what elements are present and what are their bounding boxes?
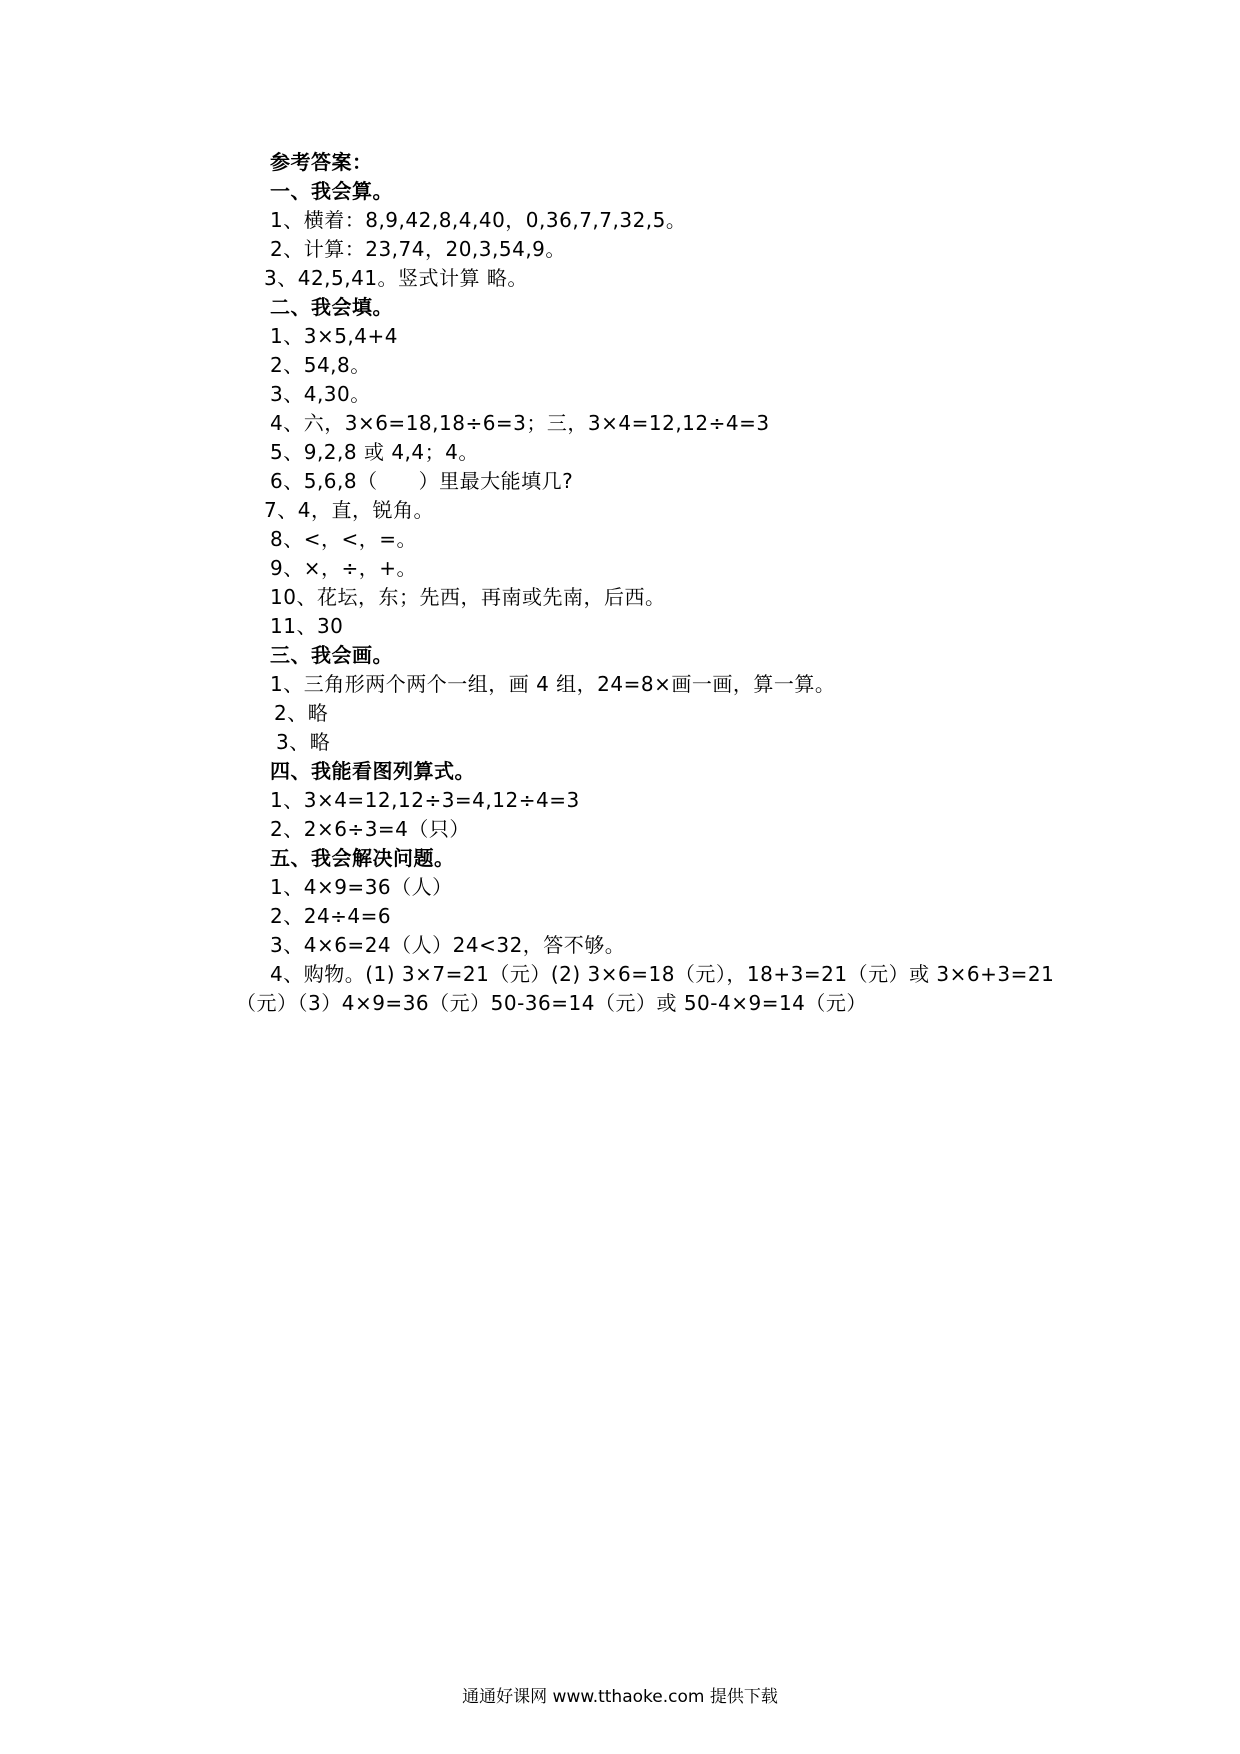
- page-footer: 通通好课网 www.tthaoke.com 提供下载: [462, 1687, 778, 1707]
- answer-line: 10、花坛，东；先西，再南或先南，后西。: [270, 585, 666, 609]
- answer-line: 1、3×5,4+4: [270, 324, 398, 348]
- answer-line: 5、9,2,8 或 4,4；4。: [270, 440, 479, 464]
- answer-line: 2、54,8。: [270, 353, 371, 377]
- answer-line: 2、计算：23,74，20,3,54,9。: [270, 237, 566, 261]
- answer-line: 1、4×9=36（人）: [270, 875, 453, 899]
- answer-line: 6、5,6,8（ ）里最大能填几?: [270, 469, 574, 493]
- answer-line: 2、略: [274, 701, 329, 725]
- answer-line: 9、×，÷，+。: [270, 556, 417, 580]
- answer-line: 2、24÷4=6: [270, 904, 392, 928]
- answer-line: 3、略: [276, 730, 331, 754]
- answer-line: 1、3×4=12,12÷3=4,12÷4=3: [270, 788, 580, 812]
- answer-line: （元）（3）4×9=36（元）50-36=14（元）或 50-4×9=14（元）: [236, 991, 867, 1015]
- answer-key-title: 参考答案：: [270, 150, 373, 174]
- answer-line: 7、4，直，锐角。: [264, 498, 434, 522]
- section-heading: 二、我会填。: [270, 295, 393, 319]
- answer-line: 11、30: [270, 614, 344, 638]
- section-heading: 一、我会算。: [270, 179, 393, 203]
- section-heading: 四、我能看图列算式。: [270, 759, 475, 783]
- answer-line: 2、2×6÷3=4（只）: [270, 817, 470, 841]
- answer-line: 3、4,30。: [270, 382, 371, 406]
- answer-line: 3、42,5,41。竖式计算 略。: [264, 266, 528, 290]
- section-heading: 五、我会解决问题。: [270, 846, 455, 870]
- answer-line: 1、三角形两个两个一组，画 4 组，24=8×画一画，算一算。: [270, 672, 836, 696]
- answer-line: 4、六，3×6=18,18÷6=3；三，3×4=12,12÷4=3: [270, 411, 770, 435]
- answer-line: 8、<，<，=。: [270, 527, 417, 551]
- answer-line: 1、横着：8,9,42,8,4,40，0,36,7,7,32,5。: [270, 208, 687, 232]
- answer-line: 4、购物。(1) 3×7=21（元）(2) 3×6=18（元），18+3=21（元）或 3×6+3=21: [270, 962, 1055, 986]
- answer-line: 3、4×6=24（人）24<32，答不够。: [270, 933, 626, 957]
- section-heading: 三、我会画。: [270, 643, 393, 667]
